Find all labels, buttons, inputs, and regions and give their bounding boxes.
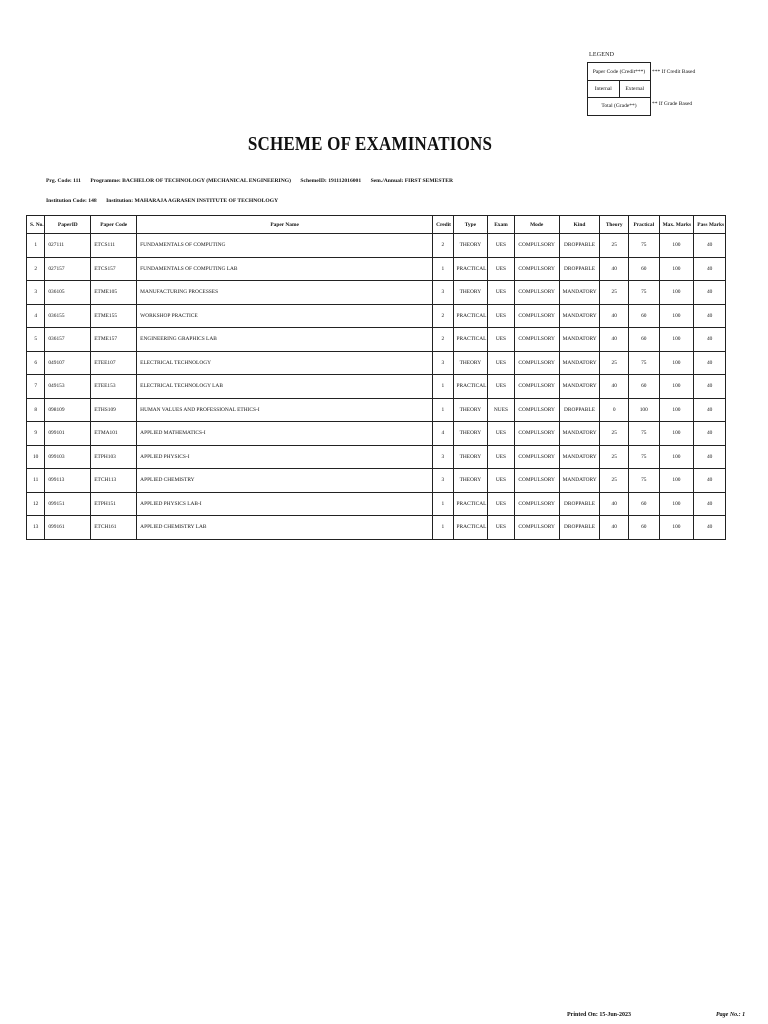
cell-paper-name: APPLIED CHEMISTRY LAB: [137, 516, 433, 540]
page-number: Page No.: 1: [716, 1012, 746, 1018]
cell-kind: DROPPABLE: [559, 257, 600, 281]
cell-paper-code: ETEE107: [91, 351, 137, 375]
cell-theory: 40: [600, 257, 629, 281]
cell-paper-code: ETME155: [91, 304, 137, 328]
cell-type: PRACTICAL: [453, 304, 488, 328]
cell-s-no: 3: [27, 281, 45, 305]
cell-credit: 1: [433, 398, 453, 422]
cell-theory: 25: [600, 445, 629, 469]
cell-paper-id: 099151: [45, 492, 91, 516]
cell-kind: DROPPABLE: [559, 516, 600, 540]
cell-practical: 60: [628, 516, 659, 540]
cell-max-marks: 100: [659, 375, 694, 399]
cell-pass-marks: 40: [694, 445, 726, 469]
table-row: [27, 257, 726, 281]
table-body: [27, 234, 726, 540]
cell-paper-id: 099101: [45, 422, 91, 446]
cell-mode: COMPULSORY: [514, 281, 559, 305]
cell-paper-name: FUNDAMENTALS OF COMPUTING LAB: [137, 257, 433, 281]
cell-paper-code: ETCH113: [91, 469, 137, 493]
table-row: [27, 234, 726, 258]
cell-theory: 25: [600, 281, 629, 305]
cell-kind: MANDATORY: [559, 445, 600, 469]
cell-mode: COMPULSORY: [514, 375, 559, 399]
cell-max-marks: 100: [659, 422, 694, 446]
cell-exam: UES: [488, 257, 515, 281]
cell-s-no: 6: [27, 351, 45, 375]
table-row: [27, 304, 726, 328]
cell-practical: 75: [628, 422, 659, 446]
cell-credit: 3: [433, 445, 453, 469]
cell-s-no: 1: [27, 234, 45, 258]
cell-max-marks: 100: [659, 516, 694, 540]
cell-pass-marks: 40: [694, 492, 726, 516]
cell-s-no: 11: [27, 469, 45, 493]
legend-internal: Internal: [588, 80, 620, 97]
legend-title: LEGEND: [589, 52, 615, 58]
cell-practical: 60: [628, 492, 659, 516]
table-row: [27, 492, 726, 516]
header-kind: Kind: [559, 216, 600, 234]
cell-type: PRACTICAL: [453, 492, 488, 516]
cell-kind: MANDATORY: [559, 328, 600, 352]
cell-paper-code: ETPH151: [91, 492, 137, 516]
header-paper-code: Paper Code: [91, 216, 137, 234]
cell-paper-code: ETMA101: [91, 422, 137, 446]
cell-paper-id: 036105: [45, 281, 91, 305]
cell-mode: COMPULSORY: [514, 516, 559, 540]
legend-external: External: [625, 85, 645, 92]
cell-max-marks: 100: [659, 445, 694, 469]
scheme-id: SchemeID: 191112016001: [300, 178, 362, 184]
cell-kind: DROPPABLE: [559, 398, 600, 422]
table-row: [27, 375, 726, 399]
cell-s-no: 7: [27, 375, 45, 399]
cell-mode: COMPULSORY: [514, 304, 559, 328]
cell-exam: UES: [488, 422, 515, 446]
cell-paper-code: ETEE153: [91, 375, 137, 399]
cell-kind: DROPPABLE: [559, 234, 600, 258]
cell-max-marks: 100: [659, 469, 694, 493]
cell-kind: MANDATORY: [559, 304, 600, 328]
printed-on: Printed On: 15-Jun-2023: [567, 1012, 632, 1018]
cell-paper-id: 099113: [45, 469, 91, 493]
legend-box: [587, 62, 651, 116]
cell-paper-name: ELECTRICAL TECHNOLOGY LAB: [137, 375, 433, 399]
cell-paper-id: 099161: [45, 516, 91, 540]
cell-mode: COMPULSORY: [514, 234, 559, 258]
cell-credit: 2: [433, 304, 453, 328]
cell-kind: MANDATORY: [559, 422, 600, 446]
cell-practical: 60: [628, 328, 659, 352]
cell-paper-name: APPLIED MATHEMATICS-I: [137, 422, 433, 446]
page-title: SCHEME OF EXAMINATIONS: [247, 132, 493, 155]
cell-paper-id: 027111: [45, 234, 91, 258]
cell-exam: UES: [488, 492, 515, 516]
cell-theory: 0: [600, 398, 629, 422]
cell-s-no: 13: [27, 516, 45, 540]
header-mode: Mode: [514, 216, 559, 234]
cell-paper-code: ETME105: [91, 281, 137, 305]
cell-max-marks: 100: [659, 257, 694, 281]
cell-max-marks: 100: [659, 281, 694, 305]
legend-total: Total (Grade**): [601, 103, 637, 109]
cell-theory: 25: [600, 469, 629, 493]
cell-paper-code: ETCS111: [91, 234, 137, 258]
scheme-table: [26, 215, 726, 540]
cell-credit: 2: [433, 328, 453, 352]
cell-practical: 60: [628, 375, 659, 399]
cell-kind: MANDATORY: [559, 469, 600, 493]
cell-paper-name: APPLIED CHEMISTRY: [137, 469, 433, 493]
cell-paper-name: WORKSHOP PRACTICE: [137, 304, 433, 328]
table-row: [27, 328, 726, 352]
header-exam: Exam: [488, 216, 515, 234]
header-practical: Practical: [628, 216, 659, 234]
cell-max-marks: 100: [659, 351, 694, 375]
cell-paper-code: ETCH161: [91, 516, 137, 540]
cell-credit: 3: [433, 469, 453, 493]
cell-paper-id: 098109: [45, 398, 91, 422]
table-row: [27, 281, 726, 305]
cell-mode: COMPULSORY: [514, 492, 559, 516]
cell-pass-marks: 40: [694, 422, 726, 446]
cell-exam: UES: [488, 445, 515, 469]
cell-credit: 1: [433, 516, 453, 540]
cell-kind: DROPPABLE: [559, 492, 600, 516]
cell-pass-marks: 40: [694, 469, 726, 493]
cell-kind: MANDATORY: [559, 375, 600, 399]
cell-exam: UES: [488, 304, 515, 328]
cell-pass-marks: 40: [694, 257, 726, 281]
cell-type: THEORY: [453, 281, 488, 305]
institution-name: Institution: MAHARAJA AGRASEN INSTITUTE OF TECHNOLOGY: [106, 198, 279, 204]
cell-exam: UES: [488, 469, 515, 493]
cell-s-no: 9: [27, 422, 45, 446]
header-paper-name: Paper Name: [137, 216, 433, 234]
cell-pass-marks: 40: [694, 375, 726, 399]
cell-credit: 1: [433, 257, 453, 281]
cell-s-no: 2: [27, 257, 45, 281]
cell-exam: NUES: [488, 398, 515, 422]
header-max-marks: Max. Marks: [659, 216, 694, 234]
cell-theory: 40: [600, 328, 629, 352]
cell-exam: UES: [488, 281, 515, 305]
cell-practical: 75: [628, 234, 659, 258]
semester: Sem./Annual: FIRST SEMESTER: [370, 178, 453, 184]
cell-credit: 1: [433, 375, 453, 399]
cell-max-marks: 100: [659, 234, 694, 258]
cell-pass-marks: 40: [694, 398, 726, 422]
header-s-no: S. No.: [27, 216, 45, 234]
cell-practical: 75: [628, 281, 659, 305]
institution-code: Institution Code: 148: [46, 198, 97, 204]
header-paper-id: PaperID: [45, 216, 91, 234]
cell-exam: UES: [488, 375, 515, 399]
table-row: [27, 351, 726, 375]
cell-credit: 4: [433, 422, 453, 446]
cell-paper-name: ENGINEERING GRAPHICS LAB: [137, 328, 433, 352]
header-type: Type: [453, 216, 488, 234]
cell-paper-id: 049107: [45, 351, 91, 375]
cell-theory: 25: [600, 351, 629, 375]
cell-pass-marks: 40: [694, 281, 726, 305]
cell-paper-name: MANUFACTURING PROCESSES: [137, 281, 433, 305]
legend-paper-code: Paper Code (Credit***): [588, 63, 650, 81]
cell-max-marks: 100: [659, 328, 694, 352]
cell-practical: 60: [628, 304, 659, 328]
cell-exam: UES: [488, 328, 515, 352]
cell-type: THEORY: [453, 445, 488, 469]
cell-type: THEORY: [453, 398, 488, 422]
cell-credit: 3: [433, 281, 453, 305]
cell-type: PRACTICAL: [453, 257, 488, 281]
programme-info: [46, 178, 453, 184]
cell-credit: 1: [433, 492, 453, 516]
cell-paper-id: 036155: [45, 304, 91, 328]
cell-kind: MANDATORY: [559, 281, 600, 305]
legend-credit-note: *** If Credit Based: [652, 69, 696, 75]
cell-pass-marks: 40: [694, 304, 726, 328]
table-row: [27, 445, 726, 469]
header-pass-marks: Pass Marks: [694, 216, 726, 234]
cell-mode: COMPULSORY: [514, 469, 559, 493]
cell-pass-marks: 40: [694, 516, 726, 540]
table-row: [27, 422, 726, 446]
cell-type: THEORY: [453, 351, 488, 375]
table-row: [27, 398, 726, 422]
cell-paper-id: 027157: [45, 257, 91, 281]
cell-paper-id: 099103: [45, 445, 91, 469]
cell-type: PRACTICAL: [453, 516, 488, 540]
cell-credit: 2: [433, 234, 453, 258]
cell-s-no: 5: [27, 328, 45, 352]
cell-credit: 3: [433, 351, 453, 375]
cell-practical: 100: [628, 398, 659, 422]
cell-type: THEORY: [453, 422, 488, 446]
cell-paper-code: ETHS109: [91, 398, 137, 422]
cell-paper-name: APPLIED PHYSICS-I: [137, 445, 433, 469]
legend-marks-row: [588, 80, 650, 98]
cell-s-no: 12: [27, 492, 45, 516]
cell-practical: 75: [628, 469, 659, 493]
cell-practical: 75: [628, 351, 659, 375]
cell-exam: UES: [488, 351, 515, 375]
header-credit: Credit: [433, 216, 453, 234]
cell-s-no: 4: [27, 304, 45, 328]
cell-paper-name: HUMAN VALUES AND PROFESSIONAL ETHICS-I: [137, 398, 433, 422]
prg-code: Prg. Code: 111: [46, 178, 81, 184]
cell-paper-id: 049153: [45, 375, 91, 399]
cell-mode: COMPULSORY: [514, 328, 559, 352]
cell-theory: 40: [600, 375, 629, 399]
table-row: [27, 469, 726, 493]
cell-theory: 25: [600, 422, 629, 446]
cell-theory: 40: [600, 516, 629, 540]
cell-type: PRACTICAL: [453, 328, 488, 352]
cell-type: THEORY: [453, 234, 488, 258]
cell-theory: 25: [600, 234, 629, 258]
cell-theory: 40: [600, 304, 629, 328]
table-row: [27, 516, 726, 540]
cell-max-marks: 100: [659, 304, 694, 328]
cell-type: THEORY: [453, 469, 488, 493]
cell-mode: COMPULSORY: [514, 445, 559, 469]
table-header-row: [27, 216, 726, 234]
cell-max-marks: 100: [659, 398, 694, 422]
programme: Programme: BACHELOR OF TECHNOLOGY (MECHANICAL ENGINEERING): [90, 178, 291, 184]
cell-paper-code: ETPH103: [91, 445, 137, 469]
cell-theory: 40: [600, 492, 629, 516]
cell-mode: COMPULSORY: [514, 351, 559, 375]
legend-grade-note: ** If Grade Based: [652, 101, 693, 107]
cell-pass-marks: 40: [694, 328, 726, 352]
cell-type: PRACTICAL: [453, 375, 488, 399]
cell-practical: 60: [628, 257, 659, 281]
cell-practical: 75: [628, 445, 659, 469]
cell-mode: COMPULSORY: [514, 398, 559, 422]
cell-pass-marks: 40: [694, 351, 726, 375]
cell-s-no: 8: [27, 398, 45, 422]
cell-kind: MANDATORY: [559, 351, 600, 375]
cell-pass-marks: 40: [694, 234, 726, 258]
cell-paper-name: ELECTRICAL TECHNOLOGY: [137, 351, 433, 375]
cell-mode: COMPULSORY: [514, 257, 559, 281]
cell-exam: UES: [488, 234, 515, 258]
cell-exam: UES: [488, 516, 515, 540]
header-theory: Theory: [600, 216, 629, 234]
cell-paper-code: ETCS157: [91, 257, 137, 281]
cell-s-no: 10: [27, 445, 45, 469]
cell-paper-name: FUNDAMENTALS OF COMPUTING: [137, 234, 433, 258]
cell-max-marks: 100: [659, 492, 694, 516]
cell-paper-id: 036157: [45, 328, 91, 352]
institution-info: [46, 198, 278, 204]
cell-paper-name: APPLIED PHYSICS LAB-I: [137, 492, 433, 516]
cell-mode: COMPULSORY: [514, 422, 559, 446]
cell-paper-code: ETME157: [91, 328, 137, 352]
